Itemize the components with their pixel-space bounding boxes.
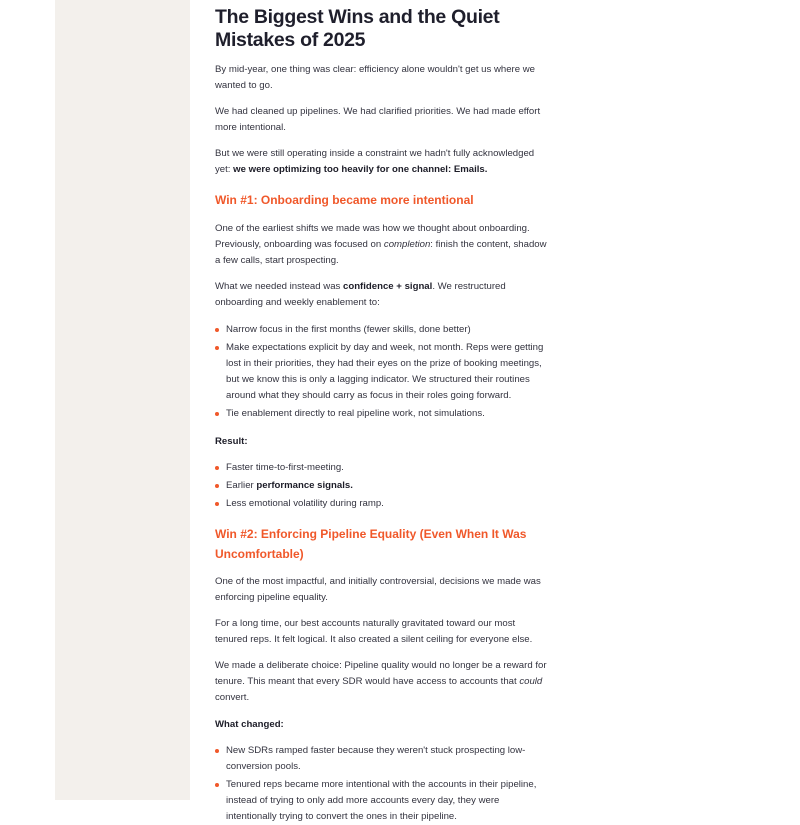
list-item (215, 478, 550, 494)
win1-paragraph-1 (215, 221, 550, 269)
left-side-panel (55, 0, 190, 800)
win2-p3-text-a: We made a deliberate choice: Pipeline quality would no longer be a reward for tenure. This meant that every SDR would have access to accounts that (215, 660, 547, 687)
list-item: Faster time-to-first-meeting. (215, 460, 550, 476)
list-item: Make expectations explicit by day and week, not month. Reps were getting lost in their priorities, they had their eyes on the prize of booking meetings, but we know this is only a lagging indicator. We structured their routines around what they should carry as focus in their roles going forward. (215, 340, 550, 404)
intro-3-bold: we were optimizing too heavily for one channel: Emails. (233, 164, 488, 175)
win1-bullet-list (215, 322, 550, 422)
intro-paragraph-2: We had cleaned up pipelines. We had clarified priorities. We had made effort more intentional. (215, 106, 541, 133)
win1-paragraph-2 (215, 279, 550, 311)
result-label: Result: (215, 436, 248, 447)
result-list (215, 460, 550, 512)
page-title: The Biggest Wins and the Quiet Mistakes of 2025 (215, 6, 500, 51)
win2-p3-em: could (519, 676, 543, 687)
list-item: Less emotional volatility during ramp. (215, 496, 550, 512)
article-body (215, 0, 550, 825)
win1-p2-text-a: What we needed instead was (215, 281, 343, 292)
intro-paragraph-3 (215, 146, 550, 178)
list-item: Narrow focus in the first months (fewer skills, done better) (215, 322, 550, 338)
list-item: New SDRs ramped faster because they weren't stuck prospecting low-conversion pools. (215, 743, 550, 775)
list-item: Tie enablement directly to real pipeline work, not simulations. (215, 406, 550, 422)
win1-p1-em: completion (383, 239, 431, 250)
win1-p1-text-a: One of the earliest shifts we made was how we thought about onboarding. Previously, onboarding was focused on (215, 223, 530, 250)
win1-p2-text-b: . We restructured onboarding and weekly enablement to: (215, 281, 506, 308)
what-changed-label: What changed: (215, 719, 284, 730)
win2-paragraph-3 (215, 658, 550, 706)
win2-paragraph-1: One of the most impactful, and initially controversial, decisions we made was enforcing pipeline equality. (215, 576, 541, 603)
what-changed-list (215, 743, 550, 825)
result-2-text: Earlier (226, 480, 257, 491)
win1-p2-bold: confidence + signal (343, 281, 433, 292)
result-2-bold: performance signals. (256, 480, 353, 491)
win2-p3-text-b: convert. (215, 692, 250, 703)
win1-heading: Win #1: Onboarding became more intentional (215, 193, 474, 207)
win1-p1-text-b: : finish the content, shadow a few calls, start prospecting. (215, 239, 547, 266)
win2-heading: Win #2: Enforcing Pipeline Equality (Even When It Was Uncomfortable) (215, 527, 527, 561)
intro-3-text: But we were still operating inside a constraint we hadn't fully acknowledged yet: (215, 148, 535, 175)
win2-paragraph-2: For a long time, our best accounts naturally gravitated toward our most tenured reps. It felt logical. It also created a silent ceiling for everyone else. (215, 618, 533, 645)
intro-paragraph-1: By mid-year, one thing was clear: efficiency alone wouldn't get us where we wanted to go. (215, 64, 536, 91)
list-item: Tenured reps became more intentional with the accounts in their pipeline, instead of trying to only add more accounts every day, they were intentionally trying to convert the ones in their pipeline. (215, 777, 550, 825)
